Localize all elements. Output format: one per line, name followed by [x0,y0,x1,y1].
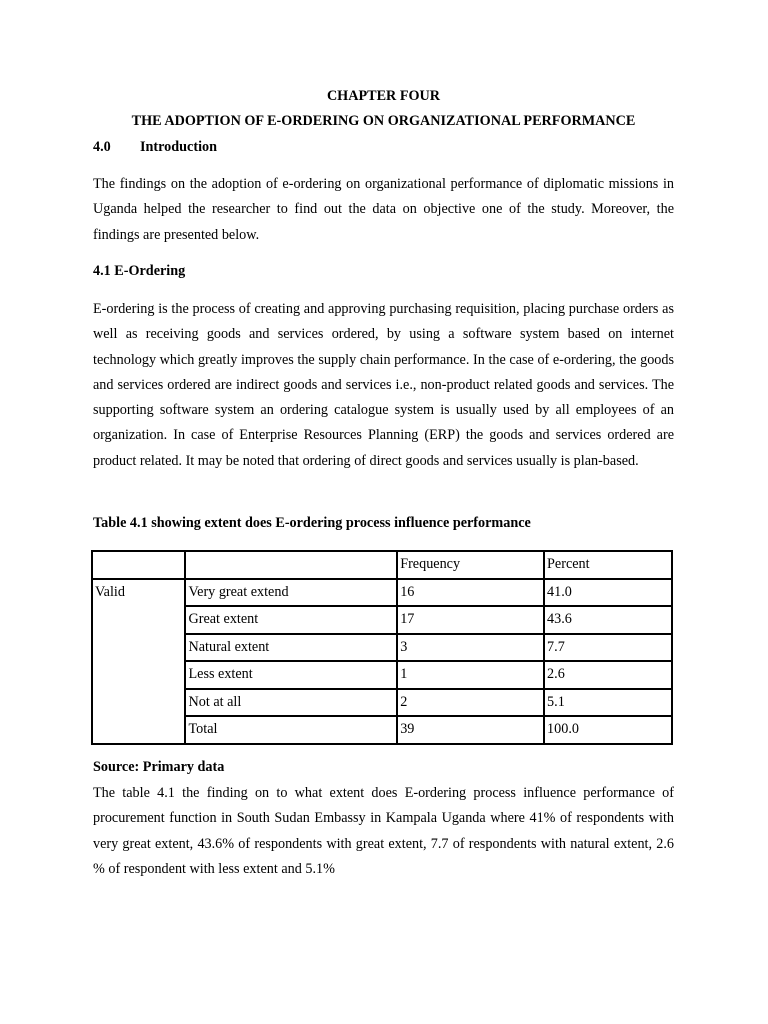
row-frequency: 2 [397,689,544,717]
row-percent: 2.6 [544,661,672,689]
row-label: Total [185,716,397,744]
header-cell-percent: Percent [544,551,672,579]
e-ordering-paragraph: E-ordering is the process of creating and approving purchasing requisition, placing purchase orders as well as receiving goods and services ordered, by using a software system based on internet technology which greatly improves the supply chain performance. In the case of e-ordering, the goods and services ordered are indirect goods and services i.e., non-product related goods and services. The supporting software system an ordering catalogue system is usually used by all employees of an organization. In case of Enterprise Resources Planning (ERP) the goods and services ordered are product related. It may be noted that ordering of direct goods and services usually is plan-based. [93,301,674,469]
row-label: Natural extent [185,634,397,662]
section-heading-introduction [93,139,217,156]
row-frequency: 3 [397,634,544,662]
row-percent: 5.1 [544,689,672,717]
row-percent: 100.0 [544,716,672,744]
row-label: Less extent [185,661,397,689]
row-percent: 41.0 [544,579,672,607]
row-label: Not at all [185,689,397,717]
table-caption: Table 4.1 showing extent does E-ordering process influence performance [93,515,531,531]
row-label: Great extent [185,606,397,634]
row-percent: 43.6 [544,606,672,634]
table-header-row [92,551,672,579]
row-frequency: 17 [397,606,544,634]
row-frequency: 1 [397,661,544,689]
section-heading-e-ordering: 4.1 E-Ordering [93,263,186,279]
section-title: Introduction [140,139,217,155]
row-frequency: 16 [397,579,544,607]
row-percent: 7.7 [544,634,672,662]
frequency-table [91,550,673,745]
header-cell-frequency: Frequency [397,551,544,579]
introduction-paragraph: The findings on the adoption of e-ordering on organizational performance of diplomatic missions in Uganda helped the researcher to find out the data on objective one of the study. Moreover, the findings are presented below. [93,176,674,243]
chapter-title: THE ADOPTION OF E-ORDERING ON ORGANIZATIONAL PERFORMANCE [131,113,636,129]
chapter-heading: CHAPTER FOUR [326,88,441,104]
header-cell-category [185,551,397,579]
row-label: Very great extend [185,579,397,607]
table-source: Source: Primary data [93,759,225,775]
group-label-cell: Valid [92,579,185,744]
row-frequency: 39 [397,716,544,744]
section-number: 4.0 [93,139,111,155]
analysis-paragraph: The table 4.1 the finding on to what extent does E-ordering process influence performance of procurement function in South Sudan Embassy in Kampala Uganda where 41% of respondents with very great extent, 43.6% of respondents with great extent, 7.7 of respondents with natural extent, 2.6 % of respondent with less extent and 5.1% [93,785,674,877]
table-row [92,579,672,607]
header-cell-group [92,551,185,579]
